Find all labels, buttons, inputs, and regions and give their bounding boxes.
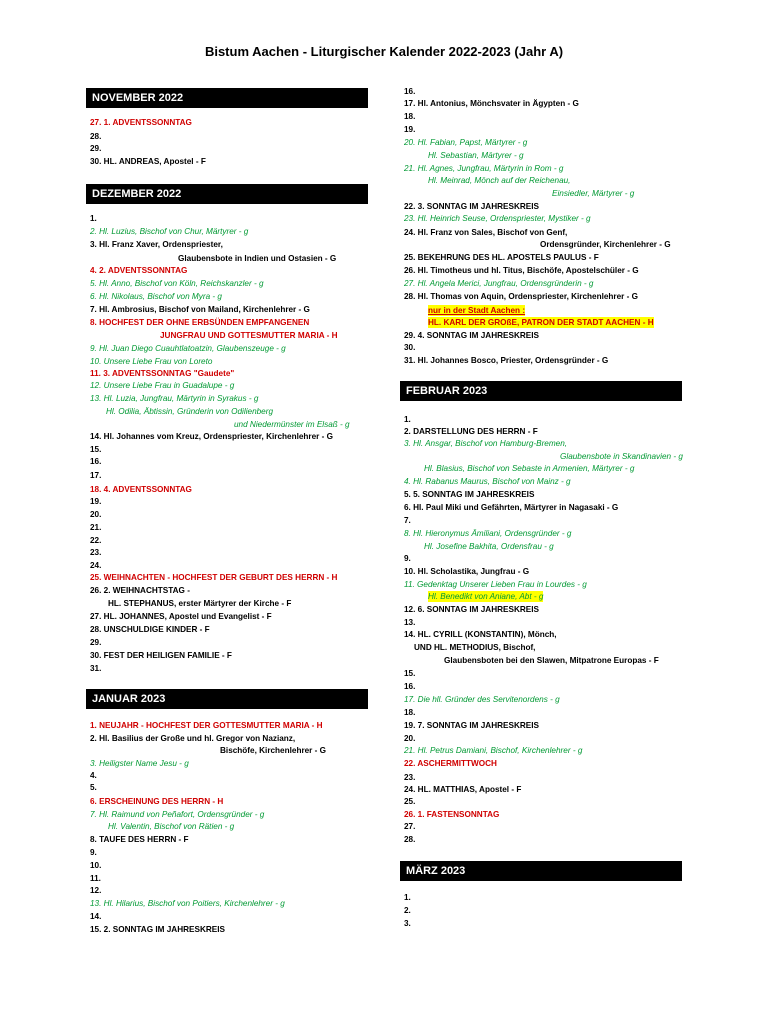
calendar-entry: 1. [90, 214, 97, 223]
calendar-entry: 3. Heiligster Name Jesu - g [90, 759, 189, 768]
calendar-entry: 18. [404, 112, 416, 121]
calendar-entry: 5. [90, 783, 97, 792]
calendar-entry: 14. [90, 912, 102, 921]
calendar-entry: 6. ERSCHEINUNG DES HERRN - H [90, 797, 224, 806]
calendar-entry: 4. 2. ADVENTSSONNTAG [90, 266, 188, 275]
calendar-entry: 1. NEUJAHR - HOCHFEST DER GOTTESMUTTER MARIA - H [90, 721, 323, 730]
calendar-entry: 23. Hl. Heinrich Seuse, Ordenspriester, Mystiker - g [404, 214, 591, 223]
calendar-entry: 14. Hl. Johannes vom Kreuz, Ordenspriester, Kirchenlehrer - G [90, 432, 333, 441]
calendar-entry: 27. 1. ADVENTSSONNTAG [90, 118, 192, 127]
calendar-entry: nur in der Stadt Aachen : [428, 306, 526, 315]
calendar-entry: 21. Hl. Agnes, Jungfrau, Märtyrin in Rom - g [404, 164, 564, 173]
calendar-entry: 30. [404, 343, 416, 352]
calendar-entry: 3. Hl. Franz Xaver, Ordenspriester, [90, 240, 223, 249]
calendar-entry: 10. [90, 861, 102, 870]
calendar-entry: 29. [90, 638, 102, 647]
calendar-entry: 2. Hl. Basilius der Große und hl. Gregor von Nazianz, [90, 734, 296, 743]
calendar-entry: Hl. Blasius, Bischof von Sebaste in Armenien, Märtyrer - g [424, 464, 635, 473]
calendar-entry: 21. Hl. Petrus Damiani, Bischof, Kirchenlehrer - g [404, 746, 583, 755]
calendar-entry: 13. Hl. Hilarius, Bischof von Poitiers, Kirchenlehrer - g [90, 899, 285, 908]
calendar-entry: Glaubensboten bei den Slawen, Mitpatrone Europas - F [444, 656, 659, 665]
calendar-entry: 18. 4. ADVENTSSONNTAG [90, 485, 192, 494]
calendar-entry: Hl. Josefine Bakhita, Ordensfrau - g [424, 542, 554, 551]
calendar-entry: 24. Hl. Franz von Sales, Bischof von Genf, [404, 228, 568, 237]
calendar-entry: 19. 7. SONNTAG IM JAHRESKREIS [404, 721, 539, 730]
calendar-entry: 30. FEST DER HEILIGEN FAMILIE - F [90, 651, 232, 660]
calendar-entry: 25. [404, 797, 416, 806]
calendar-entry: 6. Hl. Paul Miki und Gefährten, Märtyrer in Nagasaki - G [404, 503, 619, 512]
calendar-entry: 2. [404, 906, 411, 915]
calendar-entry: JUNGFRAU UND GOTTESMUTTER MARIA - H [160, 331, 338, 340]
calendar-entry: 7. [404, 516, 411, 525]
calendar-entry: 28. [404, 835, 416, 844]
calendar-entry: 12. [90, 886, 102, 895]
calendar-entry: 16. [404, 87, 416, 96]
calendar-entry: 24. HL. MATTHIAS, Apostel - F [404, 785, 522, 794]
calendar-entry: 8. TAUFE DES HERRN - F [90, 835, 189, 844]
calendar-entry: HL. KARL DER GROßE, PATRON DER STADT AACHEN - H [428, 318, 654, 327]
calendar-entry: 28. UNSCHULDIGE KINDER - F [90, 625, 210, 634]
calendar-entry: 17. Hl. Antonius, Mönchsvater in Ägypten - G [404, 99, 579, 108]
month-header: MÄRZ 2023 [400, 861, 682, 881]
calendar-entry: 8. HOCHFEST DER OHNE ERBSÜNDEN EMPFANGENEN [90, 318, 310, 327]
calendar-entry: 27. HL. JOHANNES, Apostel und Evangelist - F [90, 612, 272, 621]
calendar-entry: und Niedermünster im Elsaß - g [234, 420, 350, 429]
calendar-entry: 8. Hl. Hieronymus Ämiliani, Ordensgründer - g [404, 529, 572, 538]
calendar-entry: 13. Hl. Luzia, Jungfrau, Märtyrin in Syrakus - g [90, 394, 259, 403]
calendar-entry: 28. Hl. Thomas von Aquin, Ordenspriester, Kirchenlehrer - G [404, 292, 639, 301]
calendar-entry: 15. 2. SONNTAG IM JAHRESKREIS [90, 925, 225, 934]
calendar-entry: Hl. Valentin, Bischof von Rätien - g [108, 822, 235, 831]
calendar-entry: 1. [404, 893, 411, 902]
calendar-entry: 31. Hl. Johannes Bosco, Priester, Ordensgründer - G [404, 356, 609, 365]
calendar-entry: 3. [404, 919, 411, 928]
calendar-entry: 7. Hl. Raimund von Peñafort, Ordensgründer - g [90, 810, 265, 819]
calendar-entry: Ordensgründer, Kirchenlehrer - G [540, 240, 671, 249]
calendar-entry: 11. 3. ADVENTSSONNTAG "Gaudete" [90, 369, 235, 378]
month-header: DEZEMBER 2022 [86, 184, 368, 204]
calendar-entry: 23. [90, 548, 102, 557]
calendar-entry: 29. 4. SONNTAG IM JAHRESKREIS [404, 331, 539, 340]
calendar-entry: 11. Gedenktag Unserer Lieben Frau in Lourdes - g [404, 580, 587, 589]
calendar-entry: 9. Hl. Juan Diego Cuauhtlatoatzin, Glaubenszeuge - g [90, 344, 286, 353]
calendar-entry: 17. Die hll. Gründer des Servitenordens - g [404, 695, 560, 704]
calendar-entry: 26. 2. WEIHNACHTSTAG - [90, 586, 190, 595]
calendar-entry: 12. Unsere Liebe Frau in Guadalupe - g [90, 381, 235, 390]
calendar-entry: 4. [90, 771, 97, 780]
calendar-entry: 16. [404, 682, 416, 691]
calendar-entry: 13. [404, 618, 416, 627]
calendar-entry: 30. HL. ANDREAS, Apostel - F [90, 157, 206, 166]
calendar-entry: Hl. Benedikt von Aniane, Abt - g [428, 592, 544, 601]
calendar-entry: 6. Hl. Nikolaus, Bischof von Myra - g [90, 292, 222, 301]
calendar-entry: 24. [90, 561, 102, 570]
calendar-entry: Bischöfe, Kirchenlehrer - G [220, 746, 327, 755]
calendar-entry: 4. Hl. Rabanus Maurus, Bischof von Mainz - g [404, 477, 571, 486]
calendar-entry: 19. [404, 125, 416, 134]
month-header: NOVEMBER 2022 [86, 88, 368, 108]
calendar-entry: 12. 6. SONNTAG IM JAHRESKREIS [404, 605, 539, 614]
calendar-entry: HL. STEPHANUS, erster Märtyrer der Kirche - F [108, 599, 292, 608]
calendar-entry: 5. 5. SONNTAG IM JAHRESKREIS [404, 490, 535, 499]
calendar-entry: 20. Hl. Fabian, Papst, Märtyrer - g [404, 138, 528, 147]
calendar-entry: 26. 1. FASTENSONNTAG [404, 810, 500, 819]
calendar-entry: 2. Hl. Luzius, Bischof von Chur, Märtyrer - g [90, 227, 249, 236]
month-header: FEBRUAR 2023 [400, 381, 682, 401]
calendar-entry: 9. [90, 848, 97, 857]
calendar-entry: 15. [90, 445, 102, 454]
calendar-entry: Glaubensbote in Indien und Ostasien - G [178, 254, 337, 263]
calendar-entry: 10. Unsere Liebe Frau von Loreto [90, 357, 213, 366]
calendar-entry: 7. Hl. Ambrosius, Bischof von Mailand, Kirchenlehrer - G [90, 305, 310, 314]
page-title: Bistum Aachen - Liturgischer Kalender 2022-2023 (Jahr A) [204, 44, 564, 59]
calendar-entry: 14. HL. CYRILL (KONSTANTIN), Mönch, [404, 630, 557, 639]
calendar-entry: Hl. Meinrad, Mönch auf der Reichenau, [428, 176, 571, 185]
calendar-entry: 22. [90, 536, 102, 545]
calendar-entry: 27. Hl. Angela Merici, Jungfrau, Ordensgründerin - g [404, 279, 594, 288]
calendar-entry: 22. ASCHERMITTWOCH [404, 759, 497, 768]
calendar-entry: 25. WEIHNACHTEN - HOCHFEST DER GEBURT DES HERRN - H [90, 573, 338, 582]
calendar-entry: Glaubensbote in Skandinavien - g [560, 452, 683, 461]
calendar-entry: 11. [90, 874, 101, 883]
calendar-entry: 21. [90, 523, 102, 532]
calendar-entry: 25. BEKEHRUNG DES HL. APOSTELS PAULUS - F [404, 253, 599, 262]
calendar-entry: 28. [90, 132, 102, 141]
calendar-entry: 17. [90, 471, 102, 480]
calendar-entry: Einsiedler, Märtyrer - g [552, 189, 635, 198]
calendar-entry: 10. Hl. Scholastika, Jungfrau - G [404, 567, 530, 576]
calendar-entry: 31. [90, 664, 102, 673]
calendar-entry: 20. [404, 734, 416, 743]
calendar-entry: 22. 3. SONNTAG IM JAHRESKREIS [404, 202, 539, 211]
calendar-entry: UND HL. METHODIUS, Bischof, [414, 643, 536, 652]
month-header: JANUAR 2023 [86, 689, 368, 709]
calendar-entry: 5. Hl. Anno, Bischof von Köln, Reichskanzler - g [90, 279, 264, 288]
calendar-entry: 19. [90, 497, 102, 506]
calendar-entry: Hl. Odilia, Äbtissin, Gründerin von Odilienberg [106, 407, 274, 416]
calendar-entry: 9. [404, 554, 411, 563]
calendar-entry: 27. [404, 822, 416, 831]
calendar-entry: 20. [90, 510, 102, 519]
calendar-entry: 29. [90, 144, 102, 153]
calendar-entry: 3. Hl. Ansgar, Bischof von Hamburg-Bremen, [404, 439, 568, 448]
calendar-entry: Hl. Sebastian, Märtyrer - g [428, 151, 524, 160]
calendar-entry: 2. DARSTELLUNG DES HERRN - F [404, 427, 538, 436]
calendar-entry: 1. [404, 415, 411, 424]
calendar-entry: 18. [404, 708, 416, 717]
calendar-entry: 23. [404, 773, 416, 782]
calendar-entry: 16. [90, 457, 102, 466]
calendar-entry: 15. [404, 669, 416, 678]
calendar-entry: 26. Hl. Timotheus und hl. Titus, Bischöfe, Apostelschüler - G [404, 266, 639, 275]
